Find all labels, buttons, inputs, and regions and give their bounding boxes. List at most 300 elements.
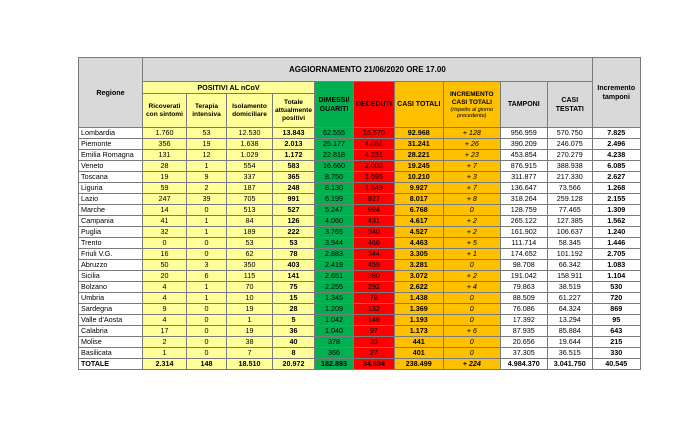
- incremento-cell: + 6: [443, 326, 500, 337]
- tamponi-cell: 98.708: [500, 260, 547, 271]
- incremento-cell: + 4: [443, 282, 500, 293]
- deceduti-cell: 146: [354, 315, 395, 326]
- totale-positivi-cell: 527: [273, 205, 315, 216]
- casi-totali-cell: 1.173: [394, 326, 443, 337]
- table-row: [79, 326, 641, 337]
- ricoverati-cell: 28: [143, 161, 187, 172]
- deceduti-cell: 459: [354, 260, 395, 271]
- tamponi-cell: 88.509: [500, 293, 547, 304]
- isolamento-cell: 12.530: [227, 128, 273, 139]
- casi-totali-cell: 28.221: [394, 150, 443, 161]
- isolamento-cell: 53: [227, 238, 273, 249]
- totale-positivi-cell: 75: [273, 282, 315, 293]
- ricoverati-cell: 14: [143, 205, 187, 216]
- totale-deceduti-cell: 34.634: [354, 359, 395, 370]
- incremento-cell: + 7: [443, 183, 500, 194]
- ricoverati-cell: 4: [143, 293, 187, 304]
- casi-testati-cell: 58.345: [547, 238, 592, 249]
- page-title: AGGIORNAMENTO 21/06/2020 ORE 17.00: [143, 58, 593, 82]
- header-dimessi: DIMESSI/ GUARITI: [315, 82, 354, 128]
- isolamento-cell: 513: [227, 205, 273, 216]
- tamponi-cell: 956.959: [500, 128, 547, 139]
- terapia-cell: 0: [187, 326, 227, 337]
- incremento-cell: 0: [443, 348, 500, 359]
- tamponi-cell: 876.915: [500, 161, 547, 172]
- casi-totali-cell: 4.463: [394, 238, 443, 249]
- ricoverati-cell: 17: [143, 326, 187, 337]
- table-row: [79, 282, 641, 293]
- totale-positivi-cell: 78: [273, 249, 315, 260]
- dimessi-cell: 16.660: [315, 161, 354, 172]
- isolamento-cell: 19: [227, 304, 273, 315]
- ricoverati-cell: 20: [143, 271, 187, 282]
- casi-testati-cell: 158.911: [547, 271, 592, 282]
- ricoverati-cell: 9: [143, 304, 187, 315]
- tamponi-cell: 265.122: [500, 216, 547, 227]
- incremento-tamponi-cell: 720: [592, 293, 640, 304]
- dimessi-cell: 2.419: [315, 260, 354, 271]
- isolamento-cell: 705: [227, 194, 273, 205]
- isolamento-cell: 350: [227, 260, 273, 271]
- incremento-cell: + 2: [443, 271, 500, 282]
- region-name: Sardegna: [79, 304, 143, 315]
- totale-casi-totali-cell: 238.499: [394, 359, 443, 370]
- header-incremento-tamponi: Incremento tamponi: [597, 84, 636, 101]
- totale-positivi-cell: 248: [273, 183, 315, 194]
- region-name: Lombardia: [79, 128, 143, 139]
- region-name: Molise: [79, 337, 143, 348]
- header-casi-totali: CASI TOTALI: [394, 82, 443, 128]
- totale-totale-positivi-cell: 20.972: [273, 359, 315, 370]
- header-terapia: Terapia intensiva: [187, 94, 227, 128]
- header-incremento-label: INCREMENTO CASI TOTALI: [450, 90, 494, 106]
- terapia-cell: 0: [187, 238, 227, 249]
- casi-totali-cell: 3.305: [394, 249, 443, 260]
- region-name: Veneto: [79, 161, 143, 172]
- casi-testati-cell: 13.294: [547, 315, 592, 326]
- totale-positivi-cell: 1.172: [273, 150, 315, 161]
- casi-totali-cell: 3.072: [394, 271, 443, 282]
- table-row: [79, 216, 641, 227]
- region-name: Trento: [79, 238, 143, 249]
- ricoverati-cell: 16: [143, 249, 187, 260]
- region-name: Marche: [79, 205, 143, 216]
- isolamento-cell: 70: [227, 282, 273, 293]
- totale-positivi-cell: 28: [273, 304, 315, 315]
- incremento-tamponi-cell: 4.238: [592, 150, 640, 161]
- incremento-tamponi-cell: 330: [592, 348, 640, 359]
- deceduti-cell: 23: [354, 337, 395, 348]
- ricoverati-cell: 4: [143, 282, 187, 293]
- deceduti-cell: 280: [354, 271, 395, 282]
- terapia-cell: 19: [187, 139, 227, 150]
- incremento-cell: 0: [443, 315, 500, 326]
- totale-positivi-cell: 40: [273, 337, 315, 348]
- ricoverati-cell: 32: [143, 227, 187, 238]
- header-incremento: [443, 82, 500, 128]
- header-positivi-group: POSITIVI AL nCoV: [143, 82, 315, 94]
- region-name: Campania: [79, 216, 143, 227]
- region-name: Toscana: [79, 172, 143, 183]
- incremento-cell: 0: [443, 337, 500, 348]
- casi-testati-cell: 217.330: [547, 172, 592, 183]
- deceduti-cell: 97: [354, 326, 395, 337]
- header-incremento-sub: (rispetto al giorno precedente): [450, 106, 494, 119]
- ricoverati-cell: 356: [143, 139, 187, 150]
- casi-totali-cell: 3.281: [394, 260, 443, 271]
- totale-positivi-cell: 583: [273, 161, 315, 172]
- table-row: [79, 183, 641, 194]
- casi-totali-cell: 1.193: [394, 315, 443, 326]
- incremento-cell: + 128: [443, 128, 500, 139]
- table-row: [79, 172, 641, 183]
- ricoverati-cell: 1: [143, 348, 187, 359]
- table-row: [79, 249, 641, 260]
- casi-totali-cell: 6.768: [394, 205, 443, 216]
- dimessi-cell: 3.765: [315, 227, 354, 238]
- totale-ricoverati-cell: 2.314: [143, 359, 187, 370]
- incremento-tamponi-cell: 530: [592, 282, 640, 293]
- deceduti-cell: 994: [354, 205, 395, 216]
- header-casi-testati: CASI TESTATI: [547, 82, 592, 128]
- tamponi-cell: 161.902: [500, 227, 547, 238]
- casi-testati-cell: 77.465: [547, 205, 592, 216]
- dimessi-cell: 5.247: [315, 205, 354, 216]
- ricoverati-cell: 131: [143, 150, 187, 161]
- deceduti-cell: 1.549: [354, 183, 395, 194]
- casi-testati-cell: 73.566: [547, 183, 592, 194]
- totale-positivi-cell: 141: [273, 271, 315, 282]
- isolamento-cell: 38: [227, 337, 273, 348]
- incremento-cell: + 1: [443, 249, 500, 260]
- deceduti-cell: 827: [354, 194, 395, 205]
- terapia-cell: 6: [187, 271, 227, 282]
- totale-positivi-cell: 15: [273, 293, 315, 304]
- header-ricoverati: Ricoverati con sintomi: [143, 94, 187, 128]
- terapia-cell: 1: [187, 293, 227, 304]
- deceduti-cell: 132: [354, 304, 395, 315]
- isolamento-cell: 1.638: [227, 139, 273, 150]
- casi-testati-cell: 61.227: [547, 293, 592, 304]
- incremento-tamponi-cell: 1.446: [592, 238, 640, 249]
- terapia-cell: 0: [187, 315, 227, 326]
- tamponi-cell: 37.305: [500, 348, 547, 359]
- casi-testati-cell: 101.192: [547, 249, 592, 260]
- totale-row: [79, 359, 641, 370]
- table-row: [79, 238, 641, 249]
- region-name: Friuli V.G.: [79, 249, 143, 260]
- dimessi-cell: 3.944: [315, 238, 354, 249]
- table-row: [79, 161, 641, 172]
- ricoverati-cell: 247: [143, 194, 187, 205]
- tamponi-cell: 87.935: [500, 326, 547, 337]
- incremento-cell: 0: [443, 260, 500, 271]
- dimessi-cell: 2.651: [315, 271, 354, 282]
- deceduti-cell: 16.570: [354, 128, 395, 139]
- region-name: Valle d'Aosta: [79, 315, 143, 326]
- casi-testati-cell: 64.324: [547, 304, 592, 315]
- deceduti-cell: 1.095: [354, 172, 395, 183]
- terapia-cell: 0: [187, 249, 227, 260]
- tamponi-cell: 174.652: [500, 249, 547, 260]
- isolamento-cell: 189: [227, 227, 273, 238]
- casi-totali-cell: 2.622: [394, 282, 443, 293]
- totale-positivi-cell: 2.013: [273, 139, 315, 150]
- dimessi-cell: 8.750: [315, 172, 354, 183]
- tamponi-cell: 111.714: [500, 238, 547, 249]
- tamponi-cell: 191.042: [500, 271, 547, 282]
- terapia-cell: 1: [187, 161, 227, 172]
- tamponi-cell: 136.647: [500, 183, 547, 194]
- totale-incremento-tamponi-cell: 40.545: [592, 359, 640, 370]
- table-row: [79, 304, 641, 315]
- casi-totali-cell: 10.210: [394, 172, 443, 183]
- isolamento-cell: 7: [227, 348, 273, 359]
- incremento-cell: 0: [443, 293, 500, 304]
- table-row: [79, 150, 641, 161]
- incremento-tamponi-cell: 869: [592, 304, 640, 315]
- casi-totali-cell: 92.968: [394, 128, 443, 139]
- covid-table-container: [78, 57, 641, 370]
- totale-isolamento-cell: 18.510: [227, 359, 273, 370]
- incremento-cell: + 7: [443, 161, 500, 172]
- totale-tamponi-cell: 4.984.370: [500, 359, 547, 370]
- dimessi-cell: 1.040: [315, 326, 354, 337]
- ricoverati-cell: 59: [143, 183, 187, 194]
- totale-incremento-cell: + 224: [443, 359, 500, 370]
- tamponi-cell: 20.656: [500, 337, 547, 348]
- isolamento-cell: 84: [227, 216, 273, 227]
- casi-testati-cell: 246.075: [547, 139, 592, 150]
- totale-positivi-cell: 991: [273, 194, 315, 205]
- incremento-tamponi-cell: 95: [592, 315, 640, 326]
- isolamento-cell: 187: [227, 183, 273, 194]
- incremento-tamponi-cell: 2.705: [592, 249, 640, 260]
- casi-testati-cell: 85.884: [547, 326, 592, 337]
- deceduti-cell: 292: [354, 282, 395, 293]
- table-row: [79, 337, 641, 348]
- casi-totali-cell: 9.927: [394, 183, 443, 194]
- incremento-cell: + 26: [443, 139, 500, 150]
- incremento-tamponi-cell: 1.268: [592, 183, 640, 194]
- dimessi-cell: 22.818: [315, 150, 354, 161]
- casi-totali-cell: 401: [394, 348, 443, 359]
- totale-positivi-cell: 36: [273, 326, 315, 337]
- dimessi-cell: 8.130: [315, 183, 354, 194]
- totale-casi-testati-cell: 3.041.750: [547, 359, 592, 370]
- totale-region-name: TOTALE: [79, 359, 143, 370]
- header-deceduti: DECEDUTI: [354, 82, 395, 128]
- dimessi-cell: 1.209: [315, 304, 354, 315]
- tamponi-cell: 17.392: [500, 315, 547, 326]
- table-row: [79, 271, 641, 282]
- region-name: Calabria: [79, 326, 143, 337]
- tamponi-cell: 318.264: [500, 194, 547, 205]
- casi-totali-cell: 441: [394, 337, 443, 348]
- terapia-cell: 0: [187, 337, 227, 348]
- region-name: Lazio: [79, 194, 143, 205]
- incremento-cell: 0: [443, 304, 500, 315]
- isolamento-cell: 19: [227, 326, 273, 337]
- dimessi-cell: 378: [315, 337, 354, 348]
- casi-totali-cell: 1.438: [394, 293, 443, 304]
- tamponi-cell: 79.863: [500, 282, 547, 293]
- incremento-tamponi-cell: 643: [592, 326, 640, 337]
- tamponi-cell: 453.854: [500, 150, 547, 161]
- totale-positivi-cell: 8: [273, 348, 315, 359]
- terapia-cell: 39: [187, 194, 227, 205]
- deceduti-cell: 4.231: [354, 150, 395, 161]
- casi-totali-cell: 4.527: [394, 227, 443, 238]
- incremento-cell: + 2: [443, 216, 500, 227]
- totale-positivi-cell: 365: [273, 172, 315, 183]
- ricoverati-cell: 19: [143, 172, 187, 183]
- incremento-cell: + 3: [443, 172, 500, 183]
- dimessi-cell: 2.883: [315, 249, 354, 260]
- header-regione: Regione: [79, 58, 143, 128]
- casi-totali-cell: 1.369: [394, 304, 443, 315]
- incremento-tamponi-cell: 215: [592, 337, 640, 348]
- isolamento-cell: 337: [227, 172, 273, 183]
- region-name: Piemonte: [79, 139, 143, 150]
- casi-testati-cell: 388.938: [547, 161, 592, 172]
- header-totale-positivi: Totale attualmente positivi: [273, 94, 315, 128]
- totale-positivi-cell: 53: [273, 238, 315, 249]
- isolamento-cell: 10: [227, 293, 273, 304]
- dimessi-cell: 1.042: [315, 315, 354, 326]
- totale-positivi-cell: 126: [273, 216, 315, 227]
- incremento-tamponi-cell: 1.562: [592, 216, 640, 227]
- incremento-cell: + 8: [443, 194, 500, 205]
- terapia-cell: 3: [187, 260, 227, 271]
- terapia-cell: 2: [187, 183, 227, 194]
- deceduti-cell: 2.002: [354, 161, 395, 172]
- casi-testati-cell: 570.750: [547, 128, 592, 139]
- header-tamponi: TAMPONI: [500, 82, 547, 128]
- table-row: [79, 128, 641, 139]
- table-row: [79, 227, 641, 238]
- terapia-cell: 1: [187, 216, 227, 227]
- casi-testati-cell: 270.279: [547, 150, 592, 161]
- ricoverati-cell: 1.760: [143, 128, 187, 139]
- incremento-cell: + 2: [443, 227, 500, 238]
- terapia-cell: 0: [187, 205, 227, 216]
- region-name: Liguria: [79, 183, 143, 194]
- incremento-tamponi-cell: 1.083: [592, 260, 640, 271]
- dimessi-cell: 25.177: [315, 139, 354, 150]
- dimessi-cell: 366: [315, 348, 354, 359]
- terapia-cell: 12: [187, 150, 227, 161]
- incremento-tamponi-cell: 1.309: [592, 205, 640, 216]
- region-name: Bolzano: [79, 282, 143, 293]
- casi-totali-cell: 19.245: [394, 161, 443, 172]
- casi-testati-cell: 259.128: [547, 194, 592, 205]
- incremento-tamponi-cell: 1.240: [592, 227, 640, 238]
- region-name: Puglia: [79, 227, 143, 238]
- totale-dimessi-cell: 182.893: [315, 359, 354, 370]
- terapia-cell: 53: [187, 128, 227, 139]
- casi-totali-cell: 8.017: [394, 194, 443, 205]
- incremento-tamponi-cell: 2.627: [592, 172, 640, 183]
- terapia-cell: 1: [187, 227, 227, 238]
- deceduti-cell: 4.051: [354, 139, 395, 150]
- deceduti-cell: 78: [354, 293, 395, 304]
- dimessi-cell: 2.255: [315, 282, 354, 293]
- isolamento-cell: 1: [227, 315, 273, 326]
- table-row: [79, 315, 641, 326]
- dimessi-cell: 1.345: [315, 293, 354, 304]
- table-row: [79, 260, 641, 271]
- incremento-tamponi-cell: 2.155: [592, 194, 640, 205]
- totale-positivi-cell: 13.843: [273, 128, 315, 139]
- incremento-tamponi-cell: 1.104: [592, 271, 640, 282]
- deceduti-cell: 431: [354, 216, 395, 227]
- deceduti-cell: 466: [354, 238, 395, 249]
- tamponi-cell: 128.759: [500, 205, 547, 216]
- region-name: Abruzzo: [79, 260, 143, 271]
- isolamento-cell: 554: [227, 161, 273, 172]
- header-isolamento: Isolamento domiciliare: [227, 94, 273, 128]
- region-name: Emilia Romagna: [79, 150, 143, 161]
- tamponi-cell: 76.086: [500, 304, 547, 315]
- totale-positivi-cell: 5: [273, 315, 315, 326]
- region-name: Sicilia: [79, 271, 143, 282]
- isolamento-cell: 1.029: [227, 150, 273, 161]
- table-row: [79, 194, 641, 205]
- totale-terapia-cell: 148: [187, 359, 227, 370]
- totale-positivi-cell: 222: [273, 227, 315, 238]
- dimessi-cell: 6.199: [315, 194, 354, 205]
- incremento-cell: 0: [443, 205, 500, 216]
- terapia-cell: 9: [187, 172, 227, 183]
- deceduti-cell: 27: [354, 348, 395, 359]
- casi-totali-cell: 4.617: [394, 216, 443, 227]
- casi-testati-cell: 36.515: [547, 348, 592, 359]
- table-row: [79, 348, 641, 359]
- casi-totali-cell: 31.241: [394, 139, 443, 150]
- dimessi-cell: 4.060: [315, 216, 354, 227]
- terapia-cell: 0: [187, 348, 227, 359]
- table-row: [79, 139, 641, 150]
- ricoverati-cell: 2: [143, 337, 187, 348]
- tamponi-cell: 311.877: [500, 172, 547, 183]
- isolamento-cell: 115: [227, 271, 273, 282]
- ricoverati-cell: 0: [143, 238, 187, 249]
- ricoverati-cell: 50: [143, 260, 187, 271]
- region-name: Umbria: [79, 293, 143, 304]
- covid-region-table: [78, 57, 641, 370]
- incremento-tamponi-cell: 7.825: [592, 128, 640, 139]
- deceduti-cell: 540: [354, 227, 395, 238]
- ricoverati-cell: 41: [143, 216, 187, 227]
- table-row: [79, 205, 641, 216]
- terapia-cell: 0: [187, 304, 227, 315]
- incremento-tamponi-cell: 2.496: [592, 139, 640, 150]
- deceduti-cell: 344: [354, 249, 395, 260]
- table-row: [79, 293, 641, 304]
- header-incremento-tamponi-top: [592, 58, 640, 128]
- incremento-cell: + 23: [443, 150, 500, 161]
- incremento-tamponi-cell: 6.085: [592, 161, 640, 172]
- isolamento-cell: 62: [227, 249, 273, 260]
- tamponi-cell: 390.209: [500, 139, 547, 150]
- incremento-cell: + 5: [443, 238, 500, 249]
- totale-positivi-cell: 403: [273, 260, 315, 271]
- casi-testati-cell: 19.644: [547, 337, 592, 348]
- region-name: Basilicata: [79, 348, 143, 359]
- casi-testati-cell: 106.637: [547, 227, 592, 238]
- ricoverati-cell: 4: [143, 315, 187, 326]
